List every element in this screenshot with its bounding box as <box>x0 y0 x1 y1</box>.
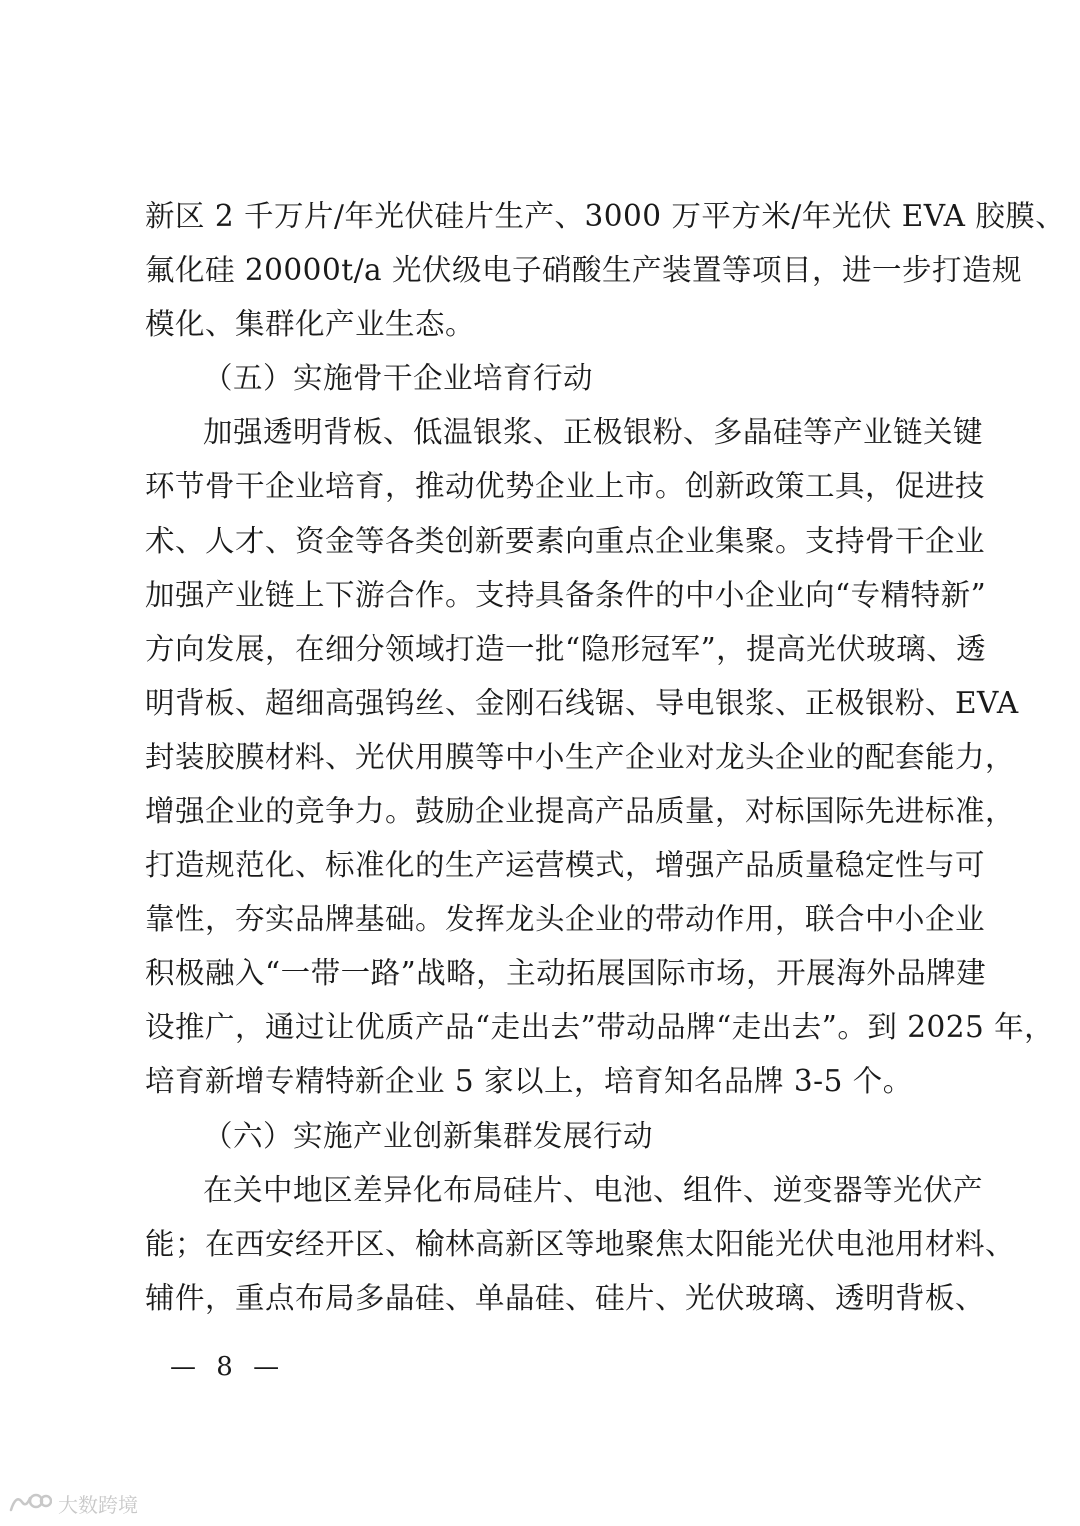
text-line: 能；在西安经开区、榆林高新区等地聚焦太阳能光伏电池用材料、 <box>145 1227 1016 1261</box>
watermark <box>8 1488 138 1518</box>
text-line: 靠性，夯实品牌基础。发挥龙头企业的带动作用，联合中小企业 <box>145 902 986 936</box>
text-line: 明背板、超细高强钨丝、金刚石线锯、导电银浆、正极银粉、EVA <box>145 686 1019 720</box>
text-line: 培育新增专精特新企业 5 家以上，培育知名品牌 3-5 个。 <box>145 1064 913 1098</box>
section-heading: （六）实施产业创新集群发展行动 <box>203 1119 654 1153</box>
page-number: — 8 — <box>170 1352 286 1382</box>
logo-icon <box>8 1490 52 1516</box>
text-line: 加强产业链上下游合作。支持具备条件的中小企业向“专精特新” <box>145 578 987 612</box>
watermark-text: 大数跨境 <box>58 1492 138 1517</box>
text-line: 模化、集群化产业生态。 <box>145 307 476 341</box>
text-line: 术、人才、资金等各类创新要素向重点企业集聚。支持骨干企业 <box>145 524 986 558</box>
text-line: 辅件，重点布局多晶硅、单晶硅、硅片、光伏玻璃、透明背板、 <box>145 1281 986 1315</box>
text-line: 方向发展，在细分领域打造一批“隐形冠军”，提高光伏玻璃、透 <box>145 632 987 666</box>
text-line: 封装胶膜材料、光伏用膜等中小生产企业对龙头企业的配套能力， <box>145 740 1016 774</box>
text-line: 积极融入“一带一路”战略，主动拓展国际市场，开展海外品牌建 <box>145 956 987 990</box>
text-line: 新区 2 千万片/年光伏硅片生产、3000 万平方米/年光伏 EVA 胶膜、 <box>145 199 1066 233</box>
text-line: 氟化硅 20000t/a 光伏级电子硝酸生产装置等项目，进一步打造规 <box>145 253 1022 287</box>
text-line: 加强透明背板、低温银浆、正极银粉、多晶硅等产业链关键 <box>203 415 984 449</box>
text-line: 打造规范化、标准化的生产运营模式，增强产品质量稳定性与可 <box>145 848 986 882</box>
text-line: 设推广，通过让优质产品“走出去”带动品牌“走出去”。到 2025 年， <box>145 1010 1055 1044</box>
section-heading: （五）实施骨干企业培育行动 <box>203 361 594 395</box>
text-line: 增强企业的竞争力。鼓励企业提高产品质量，对标国际先进标准， <box>145 794 1016 828</box>
text-line: 环节骨干企业培育，推动优势企业上市。创新政策工具，促进技 <box>145 469 986 503</box>
text-line: 在关中地区差异化布局硅片、电池、组件、逆变器等光伏产 <box>203 1173 984 1207</box>
